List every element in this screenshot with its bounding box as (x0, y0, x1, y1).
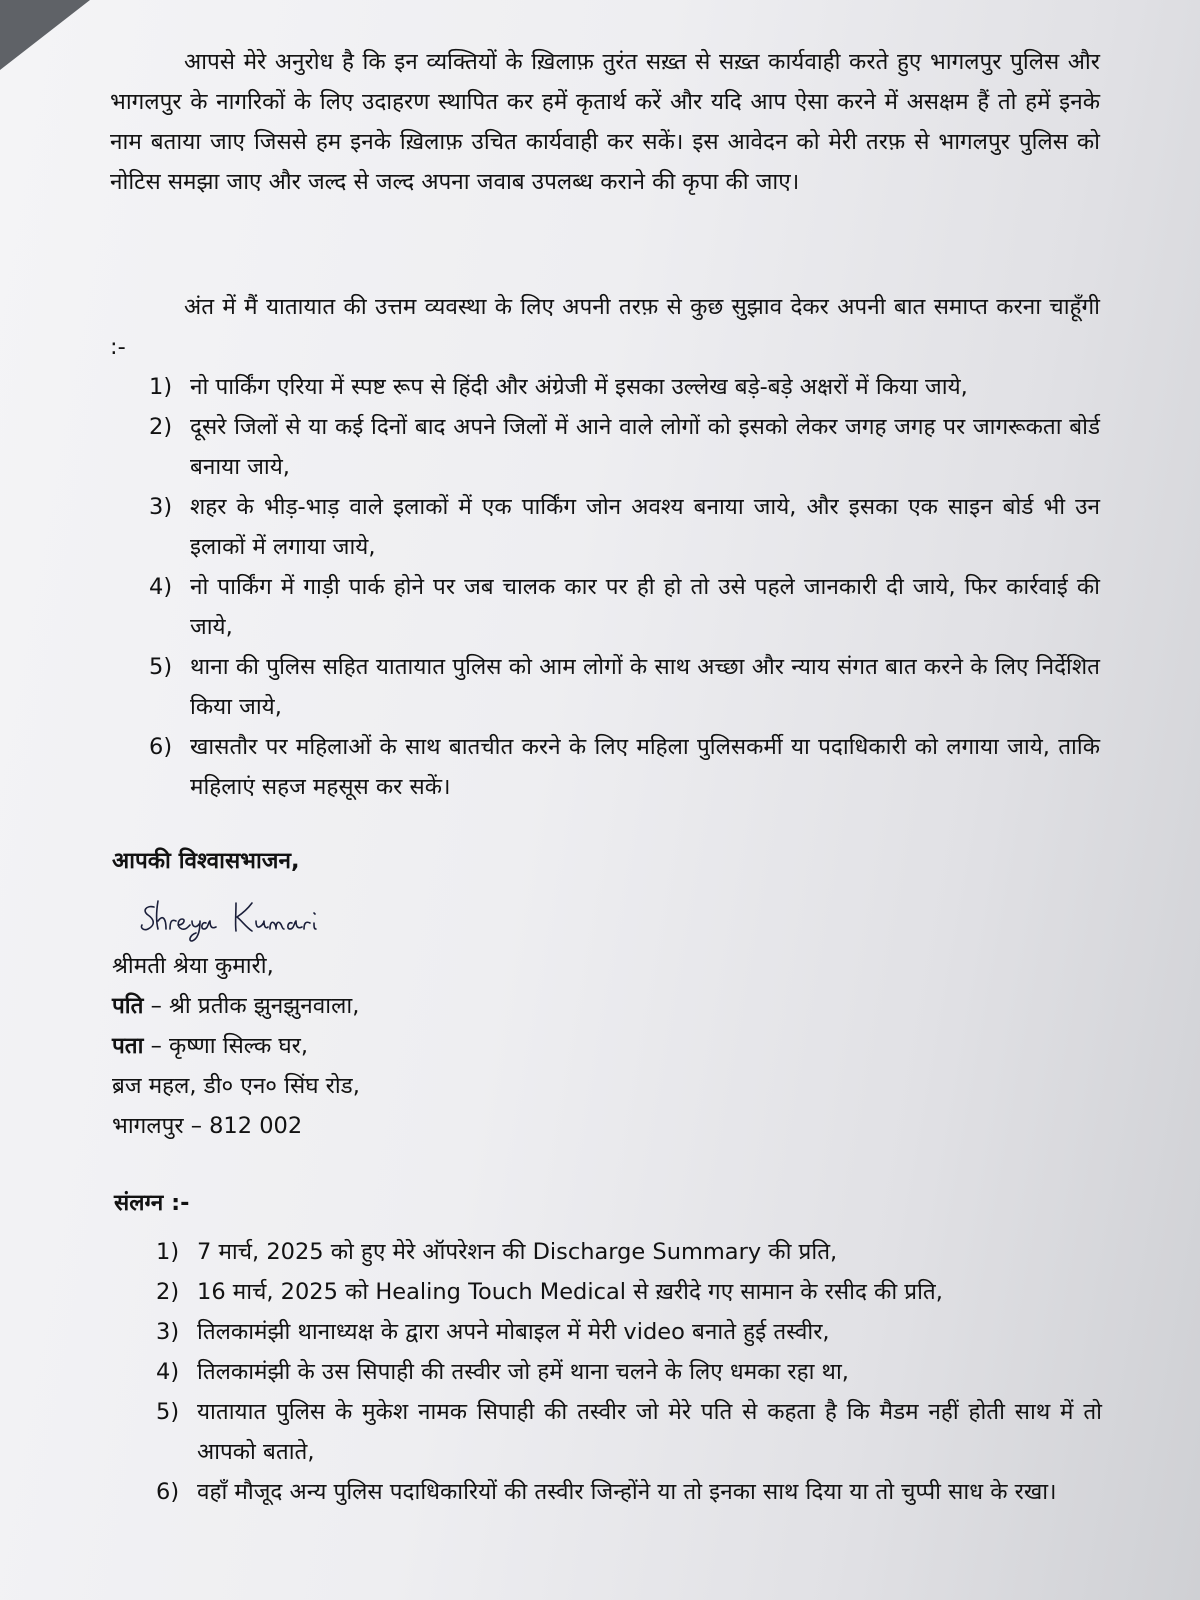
list-item-text: यातायात पुलिस के मुकेश नामक सिपाही की तस्वीर जो मेरे पति से कहता है कि मैडम नहीं होती साथ में तो आपको बताते, (197, 1399, 1102, 1465)
list-item-number: 1) (156, 1239, 180, 1265)
list-item-text: तिलकामंझी थानाध्यक्ष के द्वारा अपने मोबाइल में मेरी video बनाते हुई तस्वीर, (197, 1319, 830, 1345)
list-item-text: 7 मार्च, 2025 को हुए मेरे ऑपरेशन की Discharge Summary की प्रति, (197, 1239, 838, 1265)
list-item-text: थाना की पुलिस सहित यातायात पुलिस को आम लोगों के साथ अच्छा और न्याय संगत बात करने के लिए निर्देशित किया जाये, (190, 654, 1100, 720)
list-item-number: 2) (149, 414, 173, 440)
enclosures-heading: संलग्न :- (114, 1190, 190, 1216)
list-item (149, 487, 1100, 567)
list-item-number: 6) (156, 1479, 180, 1505)
list-item-number: 6) (149, 734, 173, 760)
list-item-text: खासतौर पर महिलाओं के साथ बातचीत करने के लिए महिला पुलिसकर्मी या पदाधिकारी को लगाया जाये, ताकि महिलाएं सहज महसूस कर सकें। (190, 734, 1100, 800)
request-paragraph: आपसे मेरे अनुरोध है कि इन व्यक्तियों के ख़िलाफ़ तुरंत सख़्त से सख़्त कार्यवाही करते हुए भागलपुर पुलिस और भागलपुर के नागरिकों के लिए उदाहरण स्थापित कर हमें कृतार्थ करें और यदि आप ऐसा करने में असक्षम हैं तो हमें इनके नाम बताया जाए जिससे हम इनके ख़िलाफ़ उचित कार्यवाही कर सकें। इस आवेदन को मेरी तरफ़ से भागलपुर पुलिस को नोटिस समझा जाए और जल्द से जल्द अपना जवाब उपलब्ध कराने की कृपा की जाए। (110, 49, 1100, 195)
suggestions-intro-paragraph: अंत में मैं यातायात की उत्तम व्यवस्था के लिए अपनी तरफ़ से कुछ सुझाव देकर अपनी बात समाप्त करना चाहूँगी :- (110, 294, 1100, 360)
list-item-text: दूसरे जिलों से या कई दिनों बाद अपने जिलों में आने वाले लोगों को इसको लेकर जगह जगह पर जागरूकता बोर्ड बनाया जाये, (190, 414, 1100, 480)
list-item (156, 1312, 1102, 1352)
list-item-text: शहर के भीड़-भाड़ वाले इलाकों में एक पार्किंग जोन अवश्य बनाया जाये, और इसका एक साइन बोर्ड भी उन इलाकों में लगाया जाये, (190, 494, 1100, 560)
address-label: पता (112, 1033, 144, 1059)
husband-label: पति (112, 993, 144, 1019)
list-item (156, 1272, 1102, 1312)
suggestions-list (149, 367, 1100, 807)
list-item-text: तिलकामंझी के उस सिपाही की तस्वीर जो हमें थाना चलने के लिए धमका रहा था, (197, 1359, 849, 1385)
list-item-number: 4) (156, 1359, 180, 1385)
list-item-number: 1) (149, 374, 173, 400)
list-item-number: 5) (149, 654, 173, 680)
address-line-3: भागलपुर – 812 002 (112, 1113, 303, 1139)
list-item (156, 1232, 1102, 1272)
list-item-number: 4) (149, 574, 173, 600)
list-item (156, 1352, 1102, 1392)
list-item-text: 16 मार्च, 2025 को Healing Touch Medical से ख़रीदे गए सामान के रसीद की प्रति, (197, 1279, 943, 1305)
sender-husband-line (112, 986, 359, 1026)
handwritten-signature (136, 895, 321, 943)
husband-name: – श्री प्रतीक झुनझुनवाला, (143, 993, 360, 1019)
closing-salutation: आपकी विश्वासभाजन, (112, 848, 300, 874)
list-item (149, 567, 1100, 647)
list-item (149, 727, 1100, 807)
list-item-number: 2) (156, 1279, 180, 1305)
list-item-text: नो पार्किंग में गाड़ी पार्क होने पर जब चालक कार पर ही हो तो उसे पहले जानकारी दी जाये, फिर कार्रवाई की जाये, (190, 574, 1100, 640)
list-item (149, 407, 1100, 487)
list-item (149, 647, 1100, 727)
list-item-text: नो पार्किंग एरिया में स्पष्ट रूप से हिंदी और अंग्रेजी में इसका उल्लेख बड़े-बड़े अक्षरों में किया जाये, (190, 374, 968, 400)
list-item-number: 3) (156, 1319, 180, 1345)
list-item (156, 1472, 1102, 1512)
list-item (149, 367, 1100, 407)
list-item (156, 1392, 1102, 1472)
sender-address-line (112, 1026, 308, 1066)
enclosures-list (156, 1232, 1102, 1512)
list-item-number: 3) (149, 494, 173, 520)
address-line-1: – कृष्णा सिल्क घर, (143, 1033, 309, 1059)
address-line-2: ब्रज महल, डी० एन० सिंघ रोड, (112, 1073, 360, 1099)
list-item-text: वहाँ मौजूद अन्य पुलिस पदाधिकारियों की तस्वीर जिन्होंने या तो इनका साथ दिया या तो चुप्पी साध के रखा। (197, 1479, 1057, 1505)
sender-name: श्रीमती श्रेया कुमारी, (112, 953, 274, 979)
list-item-number: 5) (156, 1399, 180, 1425)
